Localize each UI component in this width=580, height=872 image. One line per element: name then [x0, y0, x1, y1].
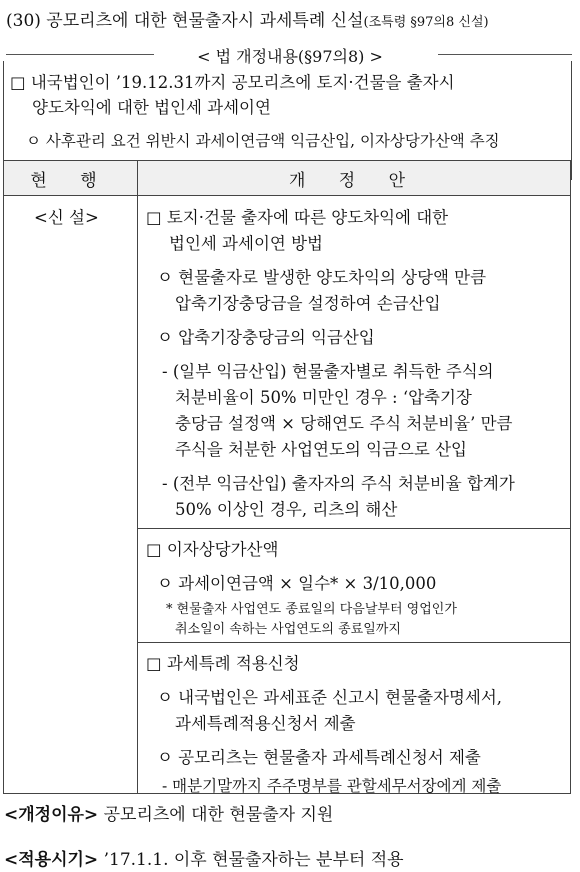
revision-reason-text: 공모리츠에 대한 현물출자 지원 [103, 805, 334, 825]
revision-cell [138, 196, 571, 794]
revision-reason [4, 800, 333, 825]
sec1-bullet1-line2: 압축기장충당금을 설정하여 손금산입 [175, 294, 441, 313]
sec1-dash1-line4: 주식을 처분한 사업연도의 익금으로 산입 [175, 440, 467, 459]
sec2-note-line1: * 현물출자 사업연도 종료일의 다음날부터 영업인가 [166, 602, 457, 617]
sec1-bullet2: ㅇ 압축기장충당금의 익금산입 [157, 328, 375, 347]
current-cell [4, 196, 138, 794]
sec1-head-line1: □ 토지·건물 출자에 따른 양도차익에 대한 [146, 208, 449, 227]
sec1-dash1-line2: 처분비율이 50% 미만인 경우 : ‘압축기장 [175, 388, 472, 407]
section-divider [138, 642, 570, 643]
effective-date-text: ’17.1.1. 이후 현물출자하는 분부터 적용 [103, 850, 404, 870]
sec1-dash1-line1: - (일부 익금산입) 현물출자별로 취득한 주식의 [162, 362, 494, 381]
summary-sub-item: ㅇ 사후관리 요건 위반시 과세이연금액 익금산입, 이자상당가산액 추징 [26, 132, 500, 150]
sec3-bullet1-line2: 과세특례적용신청서 제출 [175, 714, 356, 733]
current-text: <신 설> [34, 208, 99, 227]
sec2-head: □ 이자상당가산액 [146, 540, 279, 559]
sec3-head: □ 과세특례 적용신청 [146, 654, 300, 673]
summary-item-line2: 양도차익에 대한 법인세 과세이연 [32, 98, 271, 117]
revision-reason-label: <개정이유> [4, 805, 99, 825]
comparison-table [3, 160, 571, 794]
section-divider [138, 528, 570, 529]
sec3-dash1: - 매분기말까지 주주명부를 관할세무서장에게 제출 [162, 777, 502, 795]
page-title [6, 6, 489, 31]
sec3-bullet2: ㅇ 공모리츠는 현물출자 과세특례신청서 제출 [157, 748, 481, 767]
sec2-formula: ㅇ 과세이연금액 × 일수* × 3/10,000 [157, 574, 437, 593]
sec1-dash1-line3: 충당금 설정액 × 당해연도 주식 처분비율’ 만큼 [175, 414, 513, 433]
effective-date [4, 845, 404, 870]
law-amendment-heading: < 법 개정내용(§97의8) > [0, 44, 580, 67]
summary-item-line1: □ 내국법인이 ’19.12.31까지 공모리츠에 토지·건물을 출자시 [10, 73, 455, 92]
sec3-bullet1-line1: ㅇ 내국법인은 과세표준 신고시 현물출자명세서, [157, 688, 503, 707]
column-header-current: 현 행 [4, 161, 138, 196]
sec1-dash2-line1: - (전부 익금산입) 출자자의 주식 처분비율 합계가 [162, 474, 515, 493]
title-main: (30) 공모리츠에 대한 현물출자시 과세특례 신설 [6, 11, 364, 31]
sec1-dash2-line2: 50% 이상인 경우, 리츠의 해산 [175, 500, 398, 519]
sec2-note-line2: 취소일이 속하는 사업연도의 종료일까지 [175, 622, 401, 637]
sec1-head-line2: 법인세 과세이연 방법 [169, 234, 323, 253]
sec1-bullet1-line1: ㅇ 현물출자로 발생한 양도차익의 상당액 만큼 [157, 268, 487, 287]
effective-date-label: <적용시기> [4, 850, 99, 870]
column-header-revision: 개 정 안 [138, 161, 571, 196]
title-reference: (조특령 §97의8 신설) [363, 15, 489, 30]
